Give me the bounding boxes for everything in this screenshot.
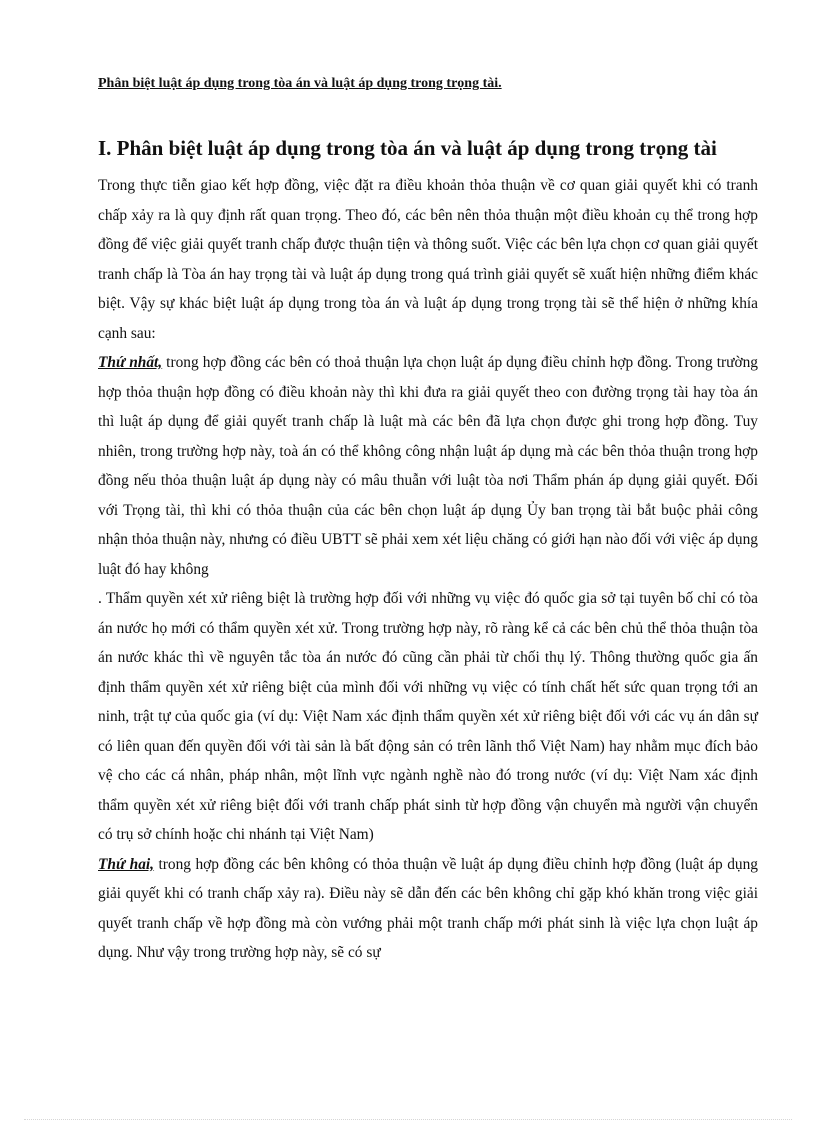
document-body	[98, 171, 758, 968]
paragraph-intro: Trong thực tiễn giao kết hợp đồng, việc đặt ra điều khoản thỏa thuận về cơ quan giải quyết khi có tranh chấp xảy ra là quy định rất quan trọng. Theo đó, các bên nên thỏa thuận một điều khoản cụ thể trong hợp đồng để việc giải quyết tranh chấp được thuận tiện và thông suốt. Việc các bên lựa chọn cơ quan giải quyết tranh chấp là Tòa án hay trọng tài và luật áp dụng trong quá trình giải quyết sẽ xuất hiện những điểm khác biệt. Vậy sự khác biệt luật áp dụng trong tòa án và luật áp dụng trong trọng tài sẽ thể hiện ở những khía cạnh sau:	[98, 177, 758, 342]
section-heading: I. Phân biệt luật áp dụng trong tòa án và luật áp dụng trong trọng tài	[98, 136, 717, 160]
document-title: Phân biệt luật áp dụng trong tòa án và luật áp dụng trong trọng tài.	[98, 76, 502, 91]
paragraph-second-text: trong hợp đồng các bên không có thỏa thuận về luật áp dụng điều chỉnh hợp đồng (luật áp dụng giải quyết khi có tranh chấp xảy ra). Điều này sẽ dẫn đến các bên không chỉ gặp khó khăn trong việc giải quyết tranh chấp về hợp đồng mà còn vướng phải một tranh chấp mới phát sinh là việc lựa chọn luật áp dụng. Như vậy trong trường hợp này, sẽ có sự	[98, 855, 758, 961]
paragraph-second-point	[98, 850, 758, 968]
paragraph-exclusive-jurisdiction: . Thẩm quyền xét xử riêng biệt là trường hợp đối với những vụ việc đó quốc gia sở tại tuyên bố chỉ có tòa án nước họ mới có thẩm quyền xét xử. Trong trường hợp này, rõ ràng kể cả các bên chủ thể thỏa thuận tòa án nước khác thì về nguyên tắc tòa án nước đó cũng cần phải từ chối thụ lý. Thông thường quốc gia ấn định thẩm quyền xét xử riêng biệt của mình đối với những vụ việc có tính chất hết sức quan trọng tới an ninh, trật tự của quốc gia (ví dụ: Việt Nam xác định thẩm quyền xét xử riêng biệt đối với các vụ án dân sự có liên quan đến quyền đối với tài sản là bất động sản có trên lãnh thổ Việt Nam) hay nhằm mục đích bảo vệ cho các cá nhân, pháp nhân, một lĩnh vực ngành nghề nào đó trong nước (ví dụ: Việt Nam xác định thẩm quyền xét xử riêng biệt đối với tranh chấp phát sinh từ hợp đồng vận chuyển mà người vận chuyển có trụ sở chính hoặc chi nhánh tại Việt Nam)	[98, 590, 758, 843]
page-bottom-rule	[24, 1119, 792, 1120]
lead-first: Thứ nhất,	[98, 354, 163, 371]
lead-second: Thứ hai,	[98, 855, 155, 873]
paragraph-first-text: trong hợp đồng các bên có thoả thuận lựa chọn luật áp dụng điều chỉnh hợp đồng. Trong trường hợp thỏa thuận hợp đồng có điều khoản này thì khi đưa ra giải quyết theo con đường trọng tài hay tòa án thì luật áp dụng để giải quyết tranh chấp là luật mà các bên đã lựa chọn được ghi trong hợp đồng. Tuy nhiên, trong trường hợp này, toà án có thể không công nhận luật áp dụng mà các bên thỏa thuận trong hợp đồng nếu thỏa thuận luật áp dụng này có mâu thuẫn với luật tòa nơi Thẩm phán áp dụng giải quyết. Đối với Trọng tài, thì khi có thỏa thuận của các bên chọn luật áp dụng Ủy ban trọng tài bắt buộc phải công nhận thỏa thuận này, nhưng có điều UBTT sẽ phải xem xét liệu chăng có giới hạn nào đối với việc áp dụng luật đó hay không	[98, 354, 758, 578]
paragraph-first-point	[98, 348, 758, 584]
